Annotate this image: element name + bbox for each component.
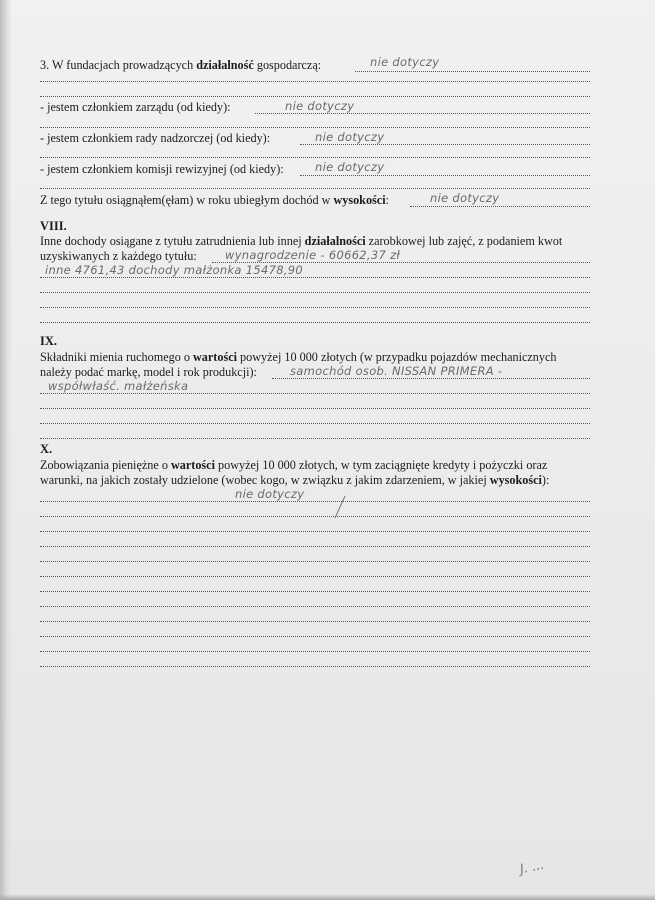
section-x-heading: X. bbox=[40, 442, 53, 456]
income-answer: nie dotyczy bbox=[430, 191, 500, 205]
section-x-line2: warunki, na jakich zostały udzielone (wobec kogo, w związku z jakim zdarzeniem, w jakiej wysokości): bbox=[40, 473, 550, 487]
supervisory-answer: nie dotyczy bbox=[315, 130, 385, 144]
strike-stroke bbox=[335, 496, 345, 518]
item3-line: 3. W fundacjach prowadzących działalność gospodarczą: bbox=[40, 58, 322, 72]
section-x-line1: Zobowiązania pieniężne o wartości powyżej 10 000 złotych, w tym zaciągnięte kredyty i pożyczki oraz bbox=[40, 458, 548, 472]
board-answer: nie dotyczy bbox=[285, 99, 355, 113]
signature: J. ... bbox=[518, 857, 546, 878]
section-ix-heading: IX. bbox=[40, 334, 58, 348]
section-viii-line2: uzyskiwanych z każdego tytułu: bbox=[40, 249, 197, 263]
section-viii-answer2: inne 4761,43 dochody małżonka 15478,90 bbox=[45, 263, 304, 277]
audit-line: - jestem członkiem komisji rewizyjnej (od kiedy): bbox=[40, 162, 284, 176]
section-ix-line1: Składniki mienia ruchomego o wartości powyżej 10 000 złotych (w przypadku pojazdów mechanicznych bbox=[40, 350, 557, 364]
section-viii-answer1: wynagrodzenie - 60662,37 zł bbox=[225, 248, 401, 262]
supervisory-line: - jestem członkiem rady nadzorczej (od kiedy): bbox=[40, 131, 271, 145]
board-line: - jestem członkiem zarządu (od kiedy): bbox=[40, 100, 231, 114]
section-x-answer1: nie dotyczy bbox=[235, 487, 305, 501]
section-ix-answer2: współwłaść. małżeńska bbox=[48, 379, 189, 393]
section-ix-line2: należy podać markę, model i rok produkcji): bbox=[40, 365, 257, 379]
scan-bottom-edge bbox=[0, 894, 655, 900]
income-line: Z tego tytułu osiągnąłem(ęłam) w roku ubiegłym dochód w wysokości: bbox=[40, 193, 389, 207]
scan-left-edge bbox=[0, 0, 12, 900]
item3-answer: nie dotyczy bbox=[370, 55, 440, 69]
section-viii-heading: VIII. bbox=[40, 219, 67, 233]
section-ix-answer1: samochód osob. NISSAN PRIMERA - bbox=[290, 364, 503, 378]
audit-answer: nie dotyczy bbox=[315, 160, 385, 174]
section-viii-line1: Inne dochody osiągane z tytułu zatrudnienia lub innej działalności zarobkowej lub zajęć, z podaniem kwot bbox=[40, 234, 563, 248]
